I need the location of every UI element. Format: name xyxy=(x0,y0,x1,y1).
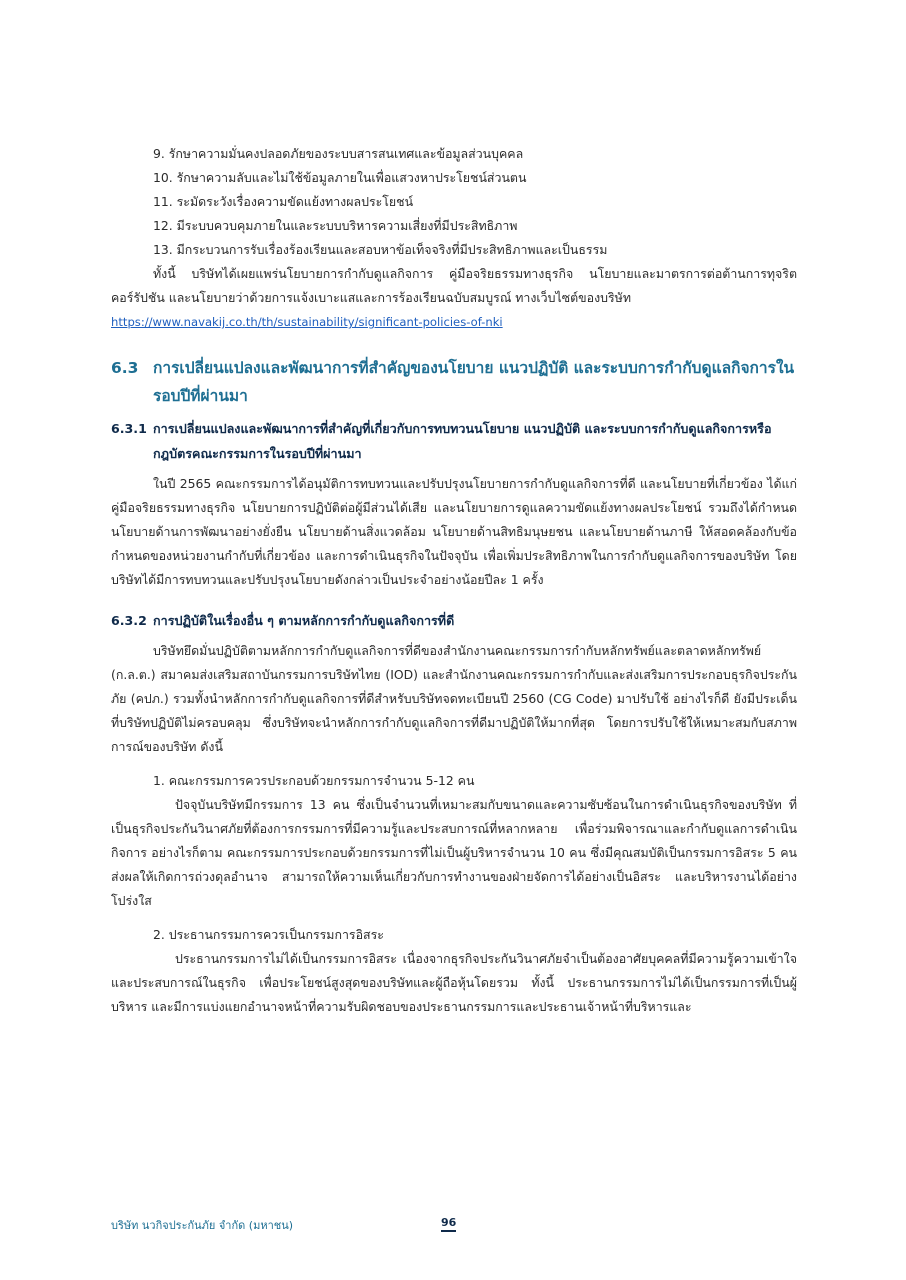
section-number: 6.3.2 xyxy=(111,613,147,628)
section-title: การเปลี่ยนแปลงและพัฒนาการที่สำคัญที่เกี่ยวกับการทบทวนนโยบาย แนวปฏิบัติ และระบบการกำกับดูแลกิจการหรือกฎบัตรคณะกรรมการในรอบปีที่ผ่านมา xyxy=(153,421,772,461)
page-number: 96 xyxy=(441,1216,456,1232)
practice-item-heading: 1. คณะกรรมการควรประกอบด้วยกรรมการจำนวน 5-12 คน xyxy=(153,773,475,788)
practice-item-text: ประธานกรรมการไม่ได้เป็นกรรมการอิสระ เนื่องจากธุรกิจประกันวินาศภัยจำเป็นต้องอาศัยบุคคลที่มีความรู้ความเข้าใจและประสบการณ์ในธุรกิจ เพื่อประโยชน์สูงสุดของบริษัทและผู้ถือหุ้นโดยรวม ทั้งนี้ ประธานกรรมการไม่ได้เป็นกรรมการที่เป็นผู้บริหาร และมีการแบ่งแยกอำนาจหน้าที่ความรับผิดชอบของประธานกรรมการและประธานเจ้าหน้าที่บริหารและ xyxy=(111,951,797,1014)
section-number: 6.3 xyxy=(111,359,139,377)
page-content xyxy=(111,142,797,1019)
section-number: 6.3.1 xyxy=(111,421,147,436)
practice-item-text: ปัจจุบันบริษัทมีกรรมการ 13 คน ซึ่งเป็นจำนวนที่เหมาะสมกับขนาดและความซับซ้อนในการดำเนินธุรกิจของบริษัท ที่เป็นธุรกิจประกันวินาศภัยที่ต้องการกรรมการที่มีความรู้และประสบการณ์ที่หลากหลาย เพื่อร่วมพิจารณาและกำกับดูแลการดำเนินกิจการ อย่างไรก็ตาม คณะกรรมการประกอบด้วยกรรมการที่ไม่เป็นผู้บริหารจำนวน 10 คน ซึ่งมีคุณสมบัติเป็นกรรมการอิสระ 5 คน ส่งผลให้เกิดการถ่วงดุลอำนาจ สามารถให้ความเห็นเกี่ยวกับการทำงานของฝ่ายจัดการได้อย่างเป็นอิสระ และบริหารงานได้อย่างโปร่งใส xyxy=(111,797,797,908)
list-item: 9. รักษาความมั่นคงปลอดภัยของระบบสารสนเทศและข้อมูลส่วนบุคคล xyxy=(153,146,524,161)
section-title: การปฏิบัติในเรื่องอื่น ๆ ตามหลักการกำกับดูแลกิจการที่ดี xyxy=(153,613,455,628)
list-item: 11. ระมัดระวังเรื่องความขัดแย้งทางผลประโยชน์ xyxy=(153,194,414,209)
section-6-3-2-body: บริษัทยึดมั่นปฏิบัติตามหลักการกำกับดูแลกิจการที่ดีของสำนักงานคณะกรรมการกำกับหลักทรัพย์และตลาดหลักทรัพย์ (ก.ล.ต.) สมาคมส่งเสริมสถาบันกรรมการบริษัทไทย (IOD) และสำนักงานคณะกรรมการกำกับและส่งเสริมการประกอบธุรกิจประกันภัย (คปภ.) รวมทั้งนำหลักการกำกับดูแลกิจการที่ดีสำหรับบริษัทจดทะเบียนปี 2560 (CG Code) มาปรับใช้ อย่างไรก็ดี ยังมีประเด็นที่บริษัทปฏิบัติไม่ครอบคลุม ซึ่งบริษัทจะนำหลักการกำกับดูแลกิจการที่ดีมาปฏิบัติให้มากที่สุด โดยการปรับใช้ให้เหมาะสมกับสภาพการณ์ของบริษัท ดังนี้ xyxy=(111,643,797,754)
list-item: 12. มีระบบควบคุมภายในและระบบบริหารความเสี่ยงที่มีประสิทธิภาพ xyxy=(153,218,518,233)
section-6-3-2-heading xyxy=(111,608,797,633)
section-6-3-1-heading xyxy=(111,416,797,466)
page-footer xyxy=(111,1216,797,1240)
section-6-3-1-body: ในปี 2565 คณะกรรมการได้อนุมัติการทบทวนและปรับปรุงนโยบายการกำกับดูแลกิจการที่ดี และนโยบายที่เกี่ยวข้อง ได้แก่ คู่มือจริยธรรมทางธุรกิจ นโยบายการปฏิบัติต่อผู้มีส่วนได้เสีย และนโยบายการดูแลความขัดแย้งทางผลประโยชน์ รวมถึงได้กำหนดนโยบายด้านการพัฒนาอย่างยั่งยืน นโยบายด้านสิ่งแวดล้อม นโยบายด้านสิทธิมนุษยชน และนโยบายด้านภาษี ให้สอดคล้องกับข้อกำหนดของหน่วยงานกำกับที่เกี่ยวข้อง และการดำเนินธุรกิจในปัจจุบัน เพื่อเพิ่มประสิทธิภาพในการกำกับดูแลกิจการของบริษัท โดยบริษัทได้มีการทบทวนและปรับปรุงนโยบายดังกล่าวเป็นประจำอย่างน้อยปีละ 1 ครั้ง xyxy=(111,476,797,587)
footer-company-name: บริษัท นวกิจประกันภัย จำกัด (มหาชน) xyxy=(111,1219,294,1232)
list-item: 10. รักษาความลับและไม่ใช้ข้อมูลภายในเพื่อแสวงหาประโยชน์ส่วนตน xyxy=(153,170,527,185)
section-6-3-heading xyxy=(111,354,797,410)
practice-item-heading: 2. ประธานกรรมการควรเป็นกรรมการอิสระ xyxy=(153,927,384,942)
list-item: 13. มีกระบวนการรับเรื่องร้องเรียนและสอบหาข้อเท็จจริงที่มีประสิทธิภาพและเป็นธรรม xyxy=(153,242,608,257)
policies-link[interactable]: https://www.navakij.co.th/th/sustainability/significant-policies-of-nki xyxy=(111,315,503,329)
section-title: การเปลี่ยนแปลงและพัฒนาการที่สำคัญของนโยบาย แนวปฏิบัติ และระบบการกำกับดูแลกิจการในรอบปีที่ผ่านมา xyxy=(153,359,795,405)
dissemination-paragraph: ทั้งนี้ บริษัทได้เผยแพร่นโยบายการกำกับดูแลกิจการ คู่มือจริยธรรมทางธุรกิจ นโยบายและมาตรการต่อต้านการทุจริตคอร์รัปชัน และนโยบายว่าด้วยการแจ้งเบาะแสและการร้องเรียนฉบับสมบูรณ์ ทางเว็บไซต์ของบริษัท xyxy=(111,266,797,305)
